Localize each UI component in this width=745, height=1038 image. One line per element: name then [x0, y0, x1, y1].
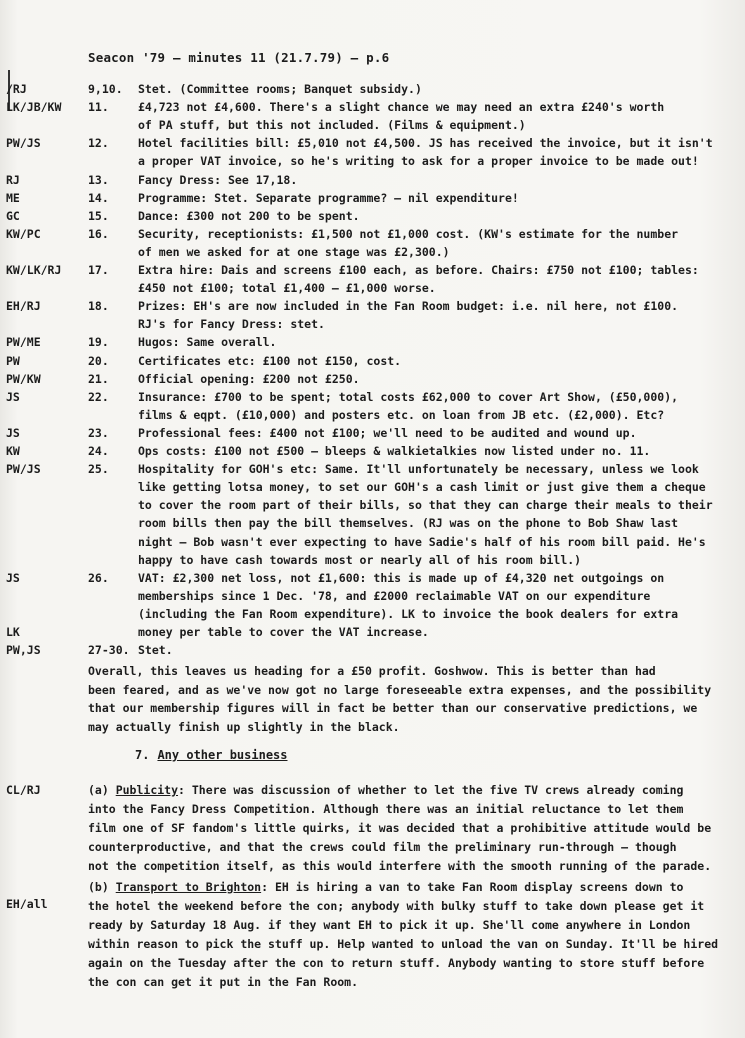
summary-line: may actually finish up slightly in the black.: [88, 719, 400, 734]
item-text: Hotel facilities bill: £5,010 not £4,500. JS has received the invoice, but it isn't: [138, 136, 713, 151]
item-number: 24.: [88, 444, 109, 458]
item-number: 25.: [88, 462, 109, 477]
item-continuation: memberships since 1 Dec. '78, and £2000 reclaimable VAT on our expenditure: [138, 588, 651, 603]
item-initials: PW: [6, 353, 20, 368]
page-header: Seacon '79 – minutes 11 (21.7.79) – p.6: [88, 50, 390, 65]
section-title: Any other business: [157, 748, 288, 762]
transport-line: ready by Saturday 18 Aug. if they want EH to pick it up. She'll come anywhere in London: [88, 918, 691, 932]
transport-line: within reason to pick the stuff up. Help wanted to unload the van on Sunday. It'll be hired: [88, 937, 719, 951]
item-initials: PW/JS: [6, 136, 41, 151]
item-initials: PW/KW: [6, 371, 41, 386]
publicity-line: film one of SF fandom's little quirks, it was decided that a prohibitive attitude would be: [88, 821, 712, 835]
publicity-prefix: (a): [88, 783, 116, 797]
item-number: 21.: [88, 371, 109, 386]
item-continuation: night – Bob wasn't ever expecting to have Sadie's half of his room bill paid. He's: [138, 534, 706, 549]
item-initials: KW/LK/RJ: [6, 263, 62, 277]
publicity-line: into the Fancy Dress Competition. Although there was an initial reluctance to let them: [88, 802, 684, 816]
item-continuation: room bills then pay the bill themselves. (RJ was on the phone to Bob Shaw last: [138, 516, 679, 531]
item-number: 16.: [88, 226, 109, 241]
publicity-first-text: : There was discussion of whether to let the five TV crews already coming: [178, 783, 684, 797]
item-number: 14.: [88, 190, 109, 205]
publicity-line: not the competition itself, as this would interfere with the smooth running of the parade.: [88, 859, 712, 873]
item-initials: JS: [6, 425, 20, 440]
section-heading: [135, 748, 288, 762]
item-initials: /RJ: [6, 82, 27, 96]
item-number: 22.: [88, 389, 109, 404]
item-number: 17.: [88, 263, 109, 277]
item-continuation: RJ's for Fancy Dress: stet.: [138, 317, 325, 332]
summary-line: Overall, this leaves us heading for a £50 profit. Goshwow. This is better than had: [88, 664, 656, 678]
item-text: Insurance: £700 to be spent; total costs £62,000 to cover Art Show, (£50,000),: [138, 389, 679, 404]
item-text: Ops costs: £100 not £500 – bleeps & walkietalkies now listed under no. 11.: [138, 444, 651, 458]
item-continuation: of PA stuff, but this not included. (Films & equipment.): [138, 118, 526, 133]
item-text: Official opening: £200 not £250.: [138, 371, 360, 386]
item-number: 9,10.: [88, 82, 123, 96]
publicity-line: counterproductive, and that the crews could film the preliminary run-through – though: [88, 840, 677, 854]
item-text: £4,723 not £4,600. There's a slight chance we may need an extra £240's worth: [138, 100, 665, 115]
item-text: VAT: £2,300 net loss, not £1,600: this is made up of £4,320 net outgoings on: [138, 570, 665, 585]
item-initials: PW,JS: [6, 643, 41, 658]
item-text: Fancy Dress: See 17,18.: [138, 172, 298, 187]
item-text: Prizes: EH's are now included in the Fan Room budget: i.e. nil here, not £100.: [138, 299, 679, 314]
item-initials: GC: [6, 208, 20, 223]
item-text: Security, receptionists: £1,500 not £1,000 cost. (KW's estimate for the number: [138, 226, 679, 241]
item-initials: JS: [6, 570, 20, 585]
item-number: 26.: [88, 570, 109, 585]
item-text: Professional fees: £400 not £100; we'll need to be audited and wound up.: [138, 425, 637, 440]
item-continuation: £450 not £100; total £1,400 – £1,000 worse.: [138, 281, 436, 296]
transport-label: Transport to Brighton: [115, 880, 262, 894]
transport-initials: EH/all: [6, 897, 48, 911]
item-initials: EH/RJ: [6, 299, 41, 314]
item-text: Stet. (Committee rooms; Banquet subsidy.): [138, 82, 422, 96]
item-continuation: films & eqpt. (£10,000) and posters etc. on loan from JB etc. (£2,000). Etc?: [138, 407, 665, 422]
summary-line: been feared, and as we've now got no large foreseeable extra expenses, and the possibility: [88, 682, 712, 697]
publicity-initials: CL/RJ: [6, 783, 41, 797]
transport-line: again on the Tuesday after the con to return stuff. Anybody wanting to store stuff before: [88, 956, 705, 970]
item-continuation: to cover the room part of their bills, so that they can charge their meals to their: [138, 498, 713, 513]
item-text: Hospitality for GOH's etc: Same. It'll unfortunately be necessary, unless we look: [138, 462, 699, 477]
item-number: 20.: [88, 353, 109, 368]
item-text: Stet.: [138, 643, 173, 658]
item-continuation: like getting lotsa money, to set our GOH's a cash limit or just give them a cheque: [138, 480, 706, 495]
item-number: 15.: [88, 208, 109, 223]
item-initials: KW/PC: [6, 226, 41, 241]
transport-line: the con can get it put in the Fan Room.: [88, 975, 359, 989]
section-number: 7.: [135, 748, 150, 762]
item-continuation: happy to have cash towards most or nearly all of his room bill.): [138, 552, 582, 567]
transport-line: the hotel the weekend before the con; anybody with bulky stuff to take down please get it: [88, 899, 705, 913]
item-number: 18.: [88, 299, 109, 314]
item-text: Extra hire: Dais and screens £100 each, as before. Chairs: £750 not £100; tables:: [138, 263, 699, 277]
item-number: 12.: [88, 136, 109, 151]
item-text: Dance: £300 not 200 to be spent.: [138, 208, 360, 223]
item-initials-extra: LK: [6, 625, 20, 639]
item-number: 11.: [88, 100, 109, 115]
transport-first-line: [88, 878, 683, 896]
item-number: 13.: [88, 172, 109, 187]
item-continuation: (including the Fan Room expenditure). LK to invoice the book dealers for extra: [138, 606, 679, 621]
item-initials: ME: [6, 190, 20, 205]
transport-first-text: : EH is hiring a van to take Fan Room display screens down to: [261, 880, 684, 894]
item-initials: JS: [6, 389, 20, 404]
item-initials: PW/JS: [6, 462, 41, 477]
item-number: 23.: [88, 425, 109, 440]
item-continuation: of men we asked for at one stage was £2,300.): [138, 244, 450, 259]
item-initials: RJ: [6, 172, 20, 187]
item-number: 27-30.: [88, 643, 130, 658]
publicity-label: Publicity: [115, 783, 179, 797]
item-number: 19.: [88, 335, 109, 350]
publicity-first-line: [88, 781, 683, 799]
item-continuation: a proper VAT invoice, so he's writing to ask for a proper invoice to be made out!: [138, 154, 699, 169]
item-text: Certificates etc: £100 not £150, cost.: [138, 353, 402, 368]
item-text: Hugos: Same overall.: [138, 335, 277, 350]
item-text: Programme: Stet. Separate programme? – nil expenditure!: [138, 190, 519, 205]
item-initials: KW: [6, 444, 20, 458]
transport-prefix: (b): [88, 880, 116, 894]
item-continuation: money per table to cover the VAT increase.: [138, 625, 429, 639]
summary-line: that our membership figures will in fact be better than our conservative predictions, we: [88, 701, 698, 716]
item-initials: PW/ME: [6, 335, 41, 350]
item-initials: LK/JB/KW: [6, 100, 62, 115]
